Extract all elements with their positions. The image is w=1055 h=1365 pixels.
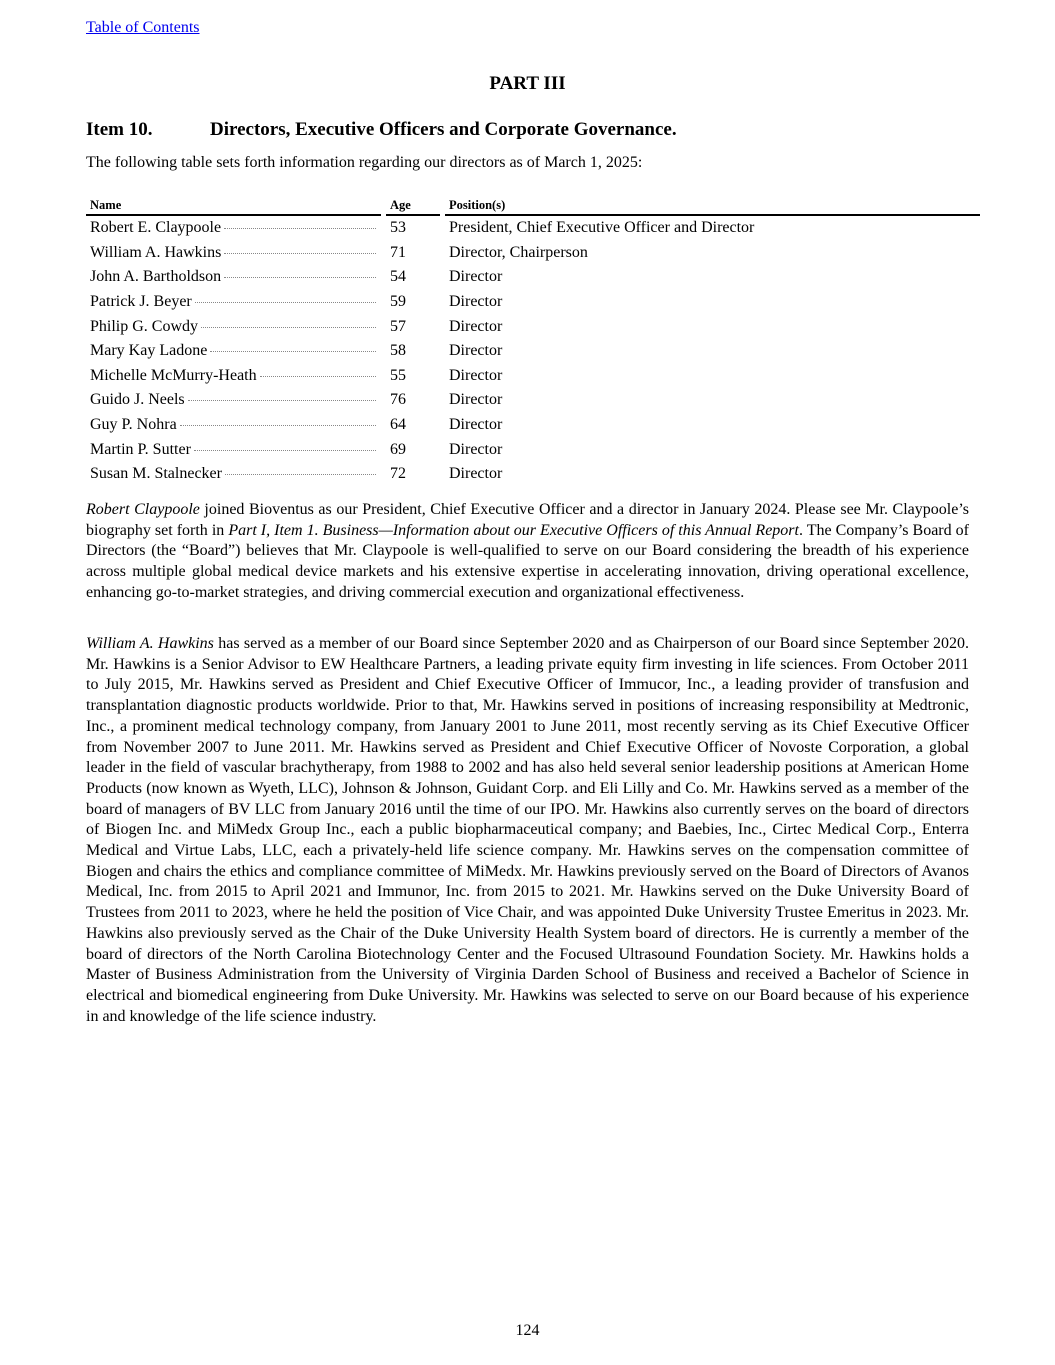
table-row [86,364,980,389]
table-row [86,462,980,487]
director-age: 64 [390,416,406,434]
director-name: William A. Hawkins [90,243,222,261]
director-position: Director [449,268,503,286]
director-position: Director, Chairperson [449,243,588,261]
page-number: 124 [515,1322,540,1339]
dot-leader [224,252,376,254]
director-position: Director [449,366,503,384]
director-age: 57 [390,317,406,335]
dot-leader [194,449,376,451]
table-header-row [86,196,980,215]
director-position: Director [449,342,503,360]
director-position: Director [449,465,503,483]
director-position: Director [449,391,503,409]
dot-leader [225,473,376,475]
table-row [86,314,980,339]
director-age: 71 [390,243,406,261]
director-name: Susan M. Stalnecker [90,465,222,483]
director-name: Patrick J. Beyer [90,293,192,311]
director-name: Philip G. Cowdy [90,317,199,335]
item-heading [86,119,677,141]
director-name: John A. Bartholdson [90,268,222,286]
director-name-cell [86,462,381,487]
table-row [86,388,980,413]
dot-leader [210,350,376,352]
part-title: PART III [489,73,566,94]
directors-table [86,196,980,487]
director-age: 72 [390,465,406,483]
header-age: Age [386,196,440,215]
table-row [86,241,980,266]
director-name: Guido J. Neels [90,391,185,409]
director-name: Martin P. Sutter [90,440,191,458]
table-row [86,437,980,462]
dot-leader [195,301,376,303]
dot-leader [224,227,376,229]
director-position: Director [449,317,503,335]
dot-leader [201,326,376,328]
table-body [86,215,980,487]
director-name-cell [86,290,381,315]
director-age: 76 [390,391,406,409]
director-age: 58 [390,342,406,360]
table-row [86,290,980,315]
hawkins-bio [86,634,969,1027]
header-position: Position(s) [445,196,980,215]
director-name-cell [86,265,381,290]
director-name: Michelle McMurry-Heath [90,366,257,384]
director-name-cell [86,364,381,389]
director-name-cell [86,314,381,339]
director-name: Mary Kay Ladone [90,342,208,360]
header-name: Name [86,196,381,215]
table-row [86,265,980,290]
dot-leader [188,399,376,401]
director-name-cell [86,437,381,462]
table-of-contents-link[interactable]: Table of Contents [86,19,200,36]
claypoole-bio [86,500,969,604]
director-age: 53 [390,219,406,237]
director-position: Director [449,440,503,458]
table-row [86,339,980,364]
table-row [86,413,980,438]
director-name-cell [86,339,381,364]
director-position: President, Chief Executive Officer and Director [449,219,755,237]
director-name-cell [86,388,381,413]
director-position: Director [449,416,503,434]
bio-text: joined Bioventus as our President, Chief Executive Officer and a director in January 2024. Please see Mr. Claypoole’s biography set forth in [86,501,969,539]
director-name-cell [86,215,381,241]
dot-leader [180,424,376,426]
director-name-cell [86,413,381,438]
dot-leader [224,276,376,278]
bio-name: Robert Claypoole [86,501,200,518]
director-name: Robert E. Claypoole [90,219,222,237]
dot-leader [260,375,376,377]
table-row [86,215,980,241]
director-age: 59 [390,293,406,311]
director-age: 69 [390,440,406,458]
bio-name: William A. Hawkins [86,635,214,652]
bio-text: . The Company’s Board of Directors (the “Board”) believes that Mr. Claypoole is well-qualified to serve on our Board considering the breadth of his experience across multiple global medical device markets and his extensive expertise in accelerating innovation, driving operational excellence, enhancing go-to-market strategies, and driving commercial execution and organizational effectiveness. [86,521,969,601]
item-number: Item 10. [86,119,153,140]
intro-paragraph: The following table sets forth information regarding our directors as of March 1, 2025: [86,154,643,171]
director-name-cell [86,241,381,266]
director-age: 55 [390,366,406,384]
bio-reference: Part I, Item 1. Business—Information about our Executive Officers of this Annual Report [228,521,799,539]
bio-text: has served as a member of our Board since September 2020 and as Chairperson of our Board since September 2020. Mr. Hawkins is a Senior Advisor to EW Healthcare Partners, a leading private equity firm investing in life sciences. From October 2011 to July 2015, Mr. Hawkins served as President and Chief Executive Officer of Immucor, Inc., a leading provider of transfusion and transplantation diagnostic products worldwide. Prior to that, Mr. Hawkins served in positions of increasing responsibility at Medtronic, Inc., a prominent medical technology company, from January 2001 to June 2011, most recently serving as its Chief Executive Officer from November 2007 to June 2011. Mr. Hawkins served as President and Chief Executive Officer of Novoste Corporation, a global leader in the field of vascular brachytherapy, from 1988 to 2002 and has also held several senior leadership positions at American Home Products (now known as Wyeth, LLC), Johnson & Johnson, Guidant Corp. and Eli Lilly and Co. Mr. Hawkins served as a member of the board of managers of BV LLC from January 2016 until the time of our IPO. Mr. Hawkins also currently serves on the board of directors of Biogen Inc. and MiMedx Group Inc., each a public biopharmaceutical company; and Baebies, Inc., Cirtec Medical Corp., Enterra Medical and Virtue Labs, LLC, each a privately-held life science company. Mr. Hawkins serves on the compensation committee of Biogen and chairs the ethics and compliance committee of MiMedx. Mr. Hawkins previously served on the Board of Directors of Avanos Medical, Inc. from 2015 to April 2021 and Immunor, Inc. from 2015 to 2021. Mr. Hawkins served on the Duke University Board of Trustees from 2011 to 2023, where he held the position of Vice Chair, and was appointed Duke University Trustee Emeritus in 2023. Mr. Hawkins also previously served as the Chair of the Duke University Health System board of directors. He is currently a member of the board of directors of the North Carolina Biotechnology Center and the Focused Ultrasound Foundation Society. Mr. Hawkins holds a Master of Business Administration from the University of Virginia Darden School of Business and received a Bachelor of Science in electrical and biomedical engineering from Duke University. Mr. Hawkins was selected to serve on our Board because of his experience in and knowledge of the life science industry. [86,635,969,1025]
item-title: Directors, Executive Officers and Corporate Governance. [210,119,677,140]
director-position: Director [449,293,503,311]
director-age: 54 [390,268,406,286]
director-name: Guy P. Nohra [90,416,177,434]
